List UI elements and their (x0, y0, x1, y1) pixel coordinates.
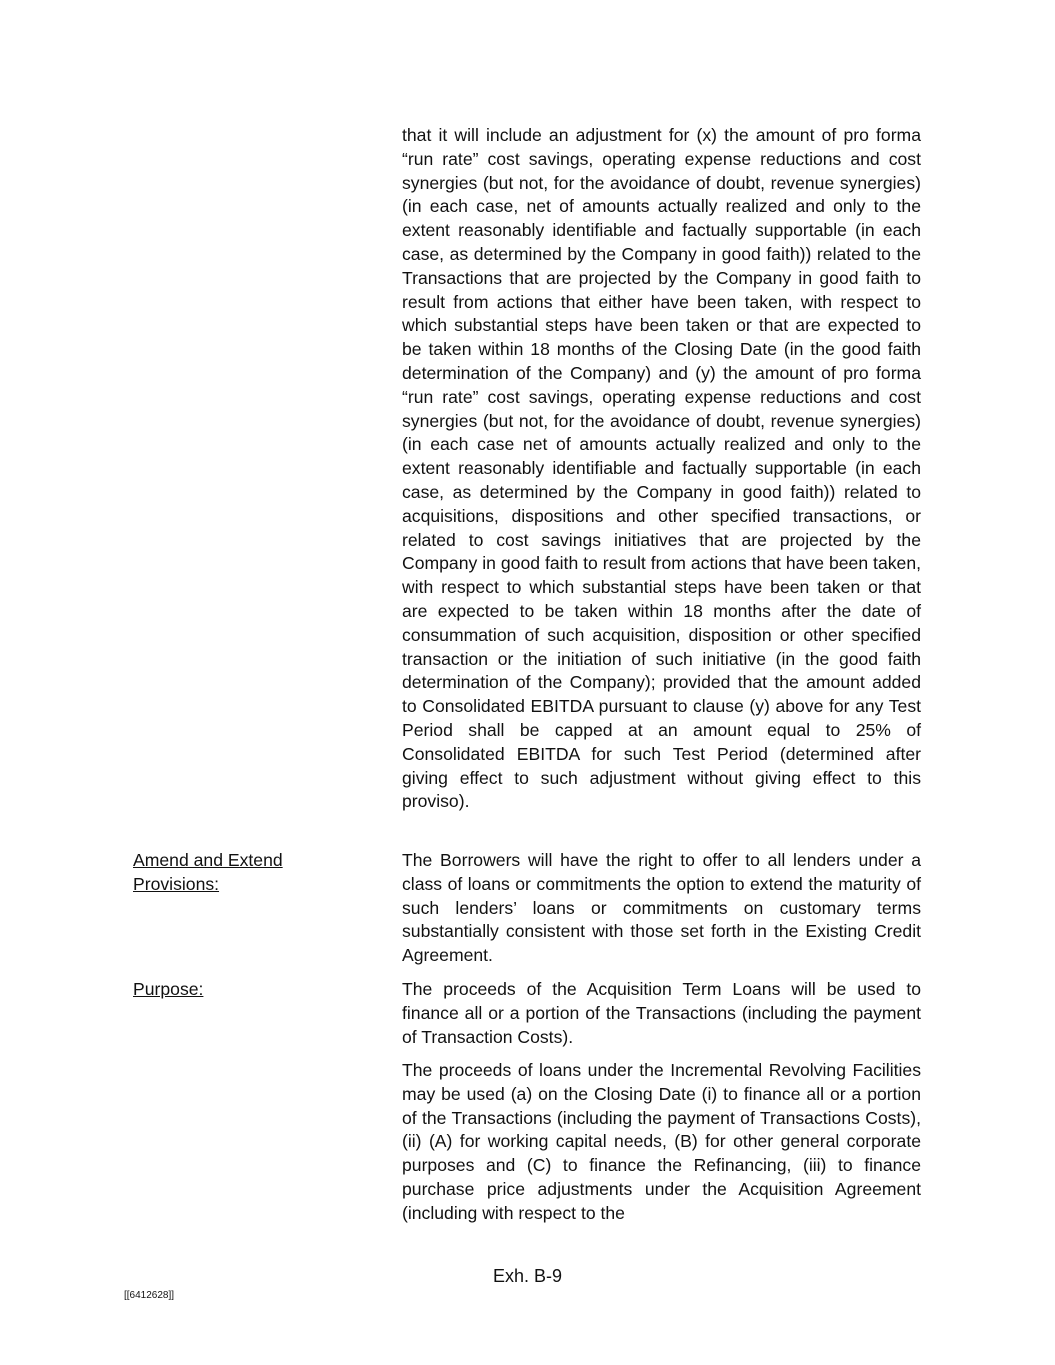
label-amend-and-extend (133, 849, 283, 897)
label-amend-line1: Amend and Extend (133, 850, 283, 870)
paragraph-amend-and-extend: The Borrowers will have the right to offer to all lenders under a class of loans or commitments the option to extend the maturity of such lenders’ loans or commitments on customary terms substantially consistent with those set forth in the Existing Credit Agreement. (402, 850, 921, 966)
label-amend-line2: Provisions: (133, 873, 220, 894)
document-id: [[6412628]] (124, 1290, 175, 1301)
paragraph-ebitda-adjustment: that it will include an adjustment for (x) the amount of pro forma “run rate” cost savings, operating expense reductions and cost synergies (but not, for the avoidance of doubt, revenue synergies) (in each case, net of amounts actually realized and only to the extent reasonably identifiable and factually supportable (in each case, as determined by the Company in good faith)) related to the Transactions that are projected by the Company in good faith to result from actions that either have been taken, with respect to which substantial steps have been taken or that are expected to be taken within 18 months of the Closing Date (in the good faith determination of the Company) and (y) the amount of pro forma “run rate” cost savings, operating expense reductions and cost synergies (but not, for the avoidance of doubt, revenue synergies) (in each case net of amounts actually realized and only to the extent reasonably identifiable and factually supportable (in each case, as determined by the Company in good faith)) related to acquisitions, dispositions and other specified transactions, or related to cost savings initiatives that are projected by the Company in good faith to result from actions that have been taken, with respect to which substantial steps have been taken or that are expected to be taken within 18 months after the date of consummation of such acquisition, disposition or other specified transaction or the initiation of such initiative (in the good faith determination of the Company); provided that the amount added to Consolidated EBITDA pursuant to clause (y) above for any Test Period shall be capped at an amount equal to 25% of Consolidated EBITDA for such Test Period (determined after giving effect to such adjustment without giving effect to this proviso). (402, 125, 921, 812)
label-purpose: Purpose: (133, 979, 204, 999)
paragraph-purpose-revolving: The proceeds of loans under the Incremental Revolving Facilities may be used (a) on the Closing Date (i) to finance all or a portion of the Transactions (including the payment of Transactions Costs), (ii) (A) for working capital needs, (B) for other general corporate purposes and (C) to finance the Refinancing, (iii) to finance purchase price adjustments under the Acquisition Agreement (including with respect to the (402, 1060, 921, 1223)
page-number: Exh. B-9 (492, 1266, 563, 1286)
paragraph-purpose-term-loans: The proceeds of the Acquisition Term Loans will be used to finance all or a portion of the Transactions (including the payment of Transaction Costs). (402, 979, 921, 1047)
